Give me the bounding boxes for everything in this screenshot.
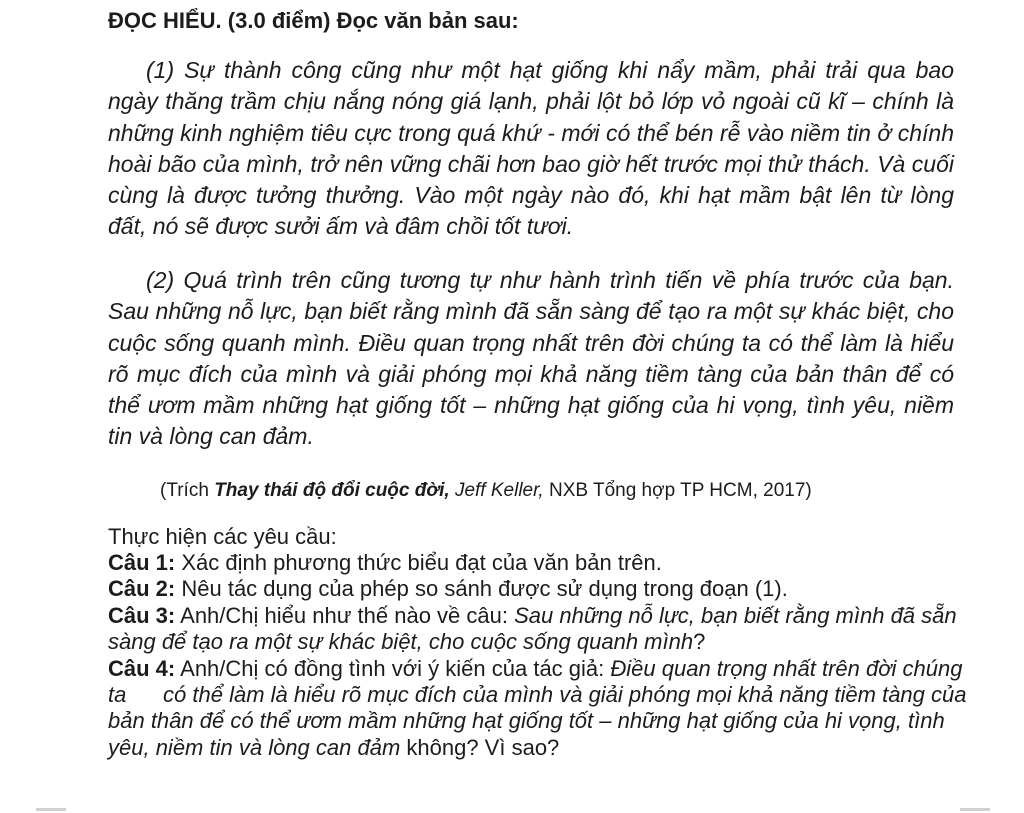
question-3 xyxy=(108,603,968,656)
citation-author: Jeff Keller, xyxy=(449,480,544,501)
page-edge-mark-right xyxy=(960,808,990,811)
question-2-label: Câu 2: xyxy=(108,576,176,602)
question-3-text: Anh/Chị hiểu như thế nào về câu: xyxy=(175,602,515,628)
question-1-label: Câu 1: xyxy=(108,550,176,575)
heading-label: ĐỌC HIỂU. xyxy=(108,8,222,33)
question-1-text: Xác định phương thức biểu đạt của văn bản trên. xyxy=(175,550,662,575)
question-3-label: Câu 3: xyxy=(108,602,176,628)
question-1 xyxy=(108,550,968,576)
question-3-quote: Sau những nỗ lực, bạn biết rằng mình đã sẵn sàng để tạo ra một sự khác biệt, cho cuộc sống quanh mình xyxy=(108,602,957,655)
citation-open: (Trích xyxy=(160,480,215,501)
question-4-quote: Điều quan trọng nhất trên đời chúng ta có thể làm là hiểu rõ mục đích của mình và giải phóng mọi khả năng tiềm tàng của bản thân để có thể ươm mầm những hạt giống tốt – những hạt giống của hi vọng, tình yêu, niềm tin và lòng can đảm xyxy=(108,655,973,760)
question-3-end: ? xyxy=(693,629,706,655)
passage-text-2: (2) Quá trình trên cũng tương tự như hành trình tiến về phía trước của bạn. Sau những nỗ lực, bạn biết rằng mình đã sẵn sàng để tạo ra một sự khác biệt, cho cuộc sống quanh mình. Điều quan trọng nhất trên đời chúng ta có thể làm là hiểu rõ mục đích của mình và giải phóng mọi khả năng tiềm tàng của bản thân để có thể ươm mầm những hạt giống tốt – những hạt giống của hi vọng, tình yêu, niềm tin và lòng can đảm. xyxy=(108,267,954,450)
citation-publisher: NXB Tổng hợp TP HCM, 2017) xyxy=(543,480,812,501)
question-4 xyxy=(108,655,973,762)
passage-text-1: (1) Sự thành công cũng như một hạt giống khi nẩy mầm, phải trải qua bao ngày thăng trầm chịu nắng nóng giá lạnh, phải lột bỏ lớp vỏ ngoài cũ kĩ – chính là những kinh nghiệm tiêu cực trong quá khứ - mới có thể bén rễ vào niềm tin ở chính hoài bão của mình, trở nên vững chãi hơn bao giờ hết trước mọi thử thách. Và cuối cùng là được tưởng thưởng. Vào một ngày nào đó, khi hạt mầm bật lên từ lòng đất, nó sẽ được sưởi ấm và đâm chồi tốt tươi. xyxy=(108,57,954,240)
tasks-title: Thực hiện các yêu cầu: xyxy=(108,524,337,549)
question-2 xyxy=(108,576,968,602)
question-4-end: không? Vì sao? xyxy=(400,734,560,760)
question-4-label: Câu 4: xyxy=(108,655,176,681)
question-2-text: Nêu tác dụng của phép so sánh được sử dụng trong đoạn (1). xyxy=(175,576,788,602)
question-4-text: Anh/Chị có đồng tình với ý kiến của tác giả: xyxy=(175,655,611,681)
source-citation xyxy=(160,478,812,504)
heading-instruction: (3.0 điểm) Đọc văn bản sau: xyxy=(221,8,519,33)
passage-paragraph-2 xyxy=(108,265,954,453)
passage-paragraph-1 xyxy=(108,55,954,243)
page-edge-mark-left xyxy=(36,808,66,811)
section-heading xyxy=(108,6,519,36)
citation-book-title: Thay thái độ đổi cuộc đời, xyxy=(214,480,450,501)
question-list xyxy=(108,550,973,761)
